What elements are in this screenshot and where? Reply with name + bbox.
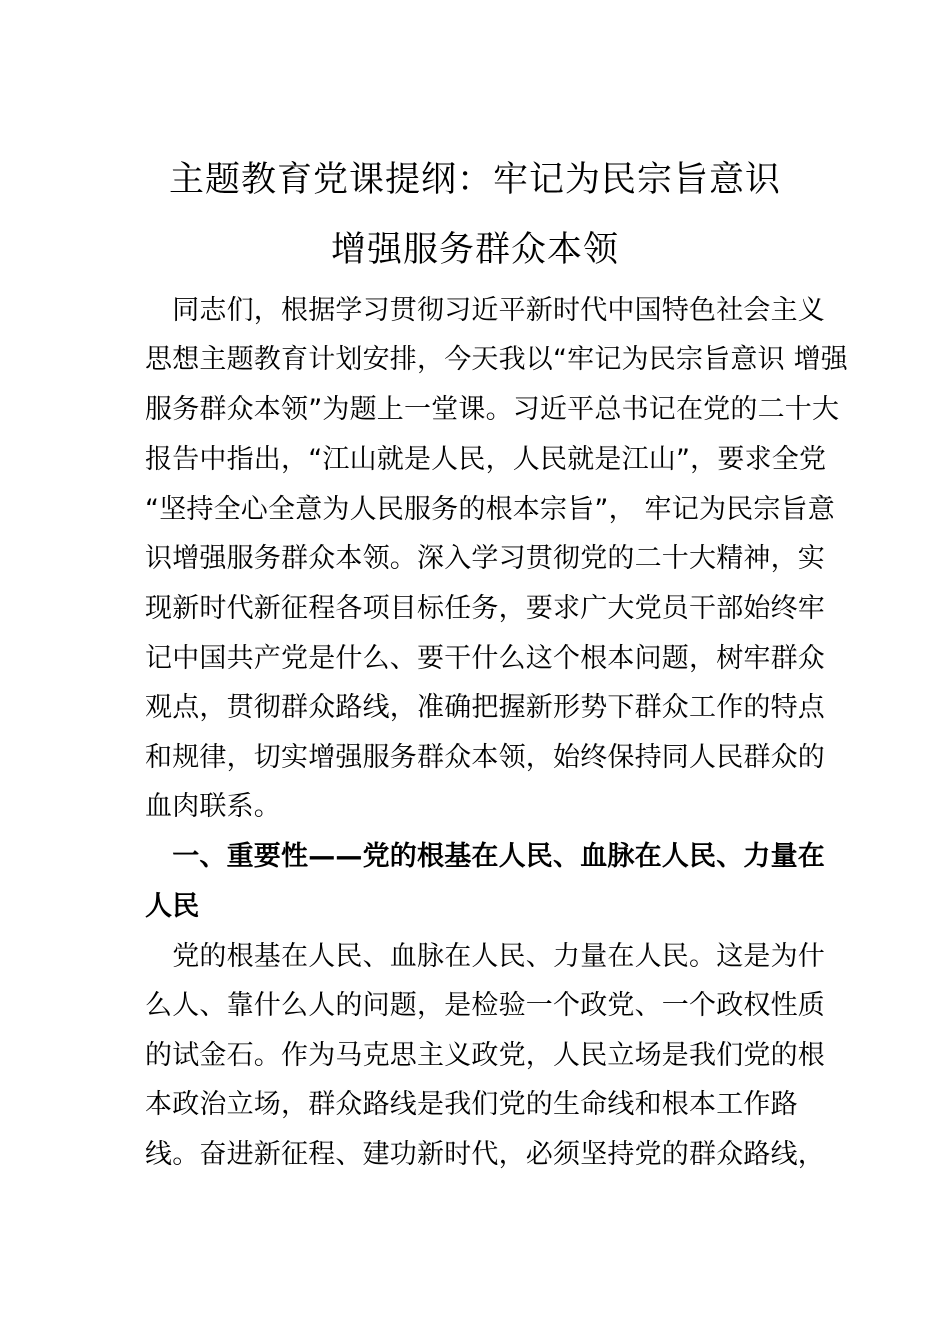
paragraph-line: 的试金石。作为马克思主义政党，人民立场是我们党的根 — [145, 1040, 825, 1071]
document-title-line-2: 增强服务群众本领 — [330, 230, 619, 270]
document-title-line-1: 主题教育党课提纲：牢记为民宗旨意识 — [168, 160, 781, 200]
paragraph-line: 识增强服务群众本领。深入学习贯彻党的二十大精神，实 — [145, 543, 825, 574]
paragraph-line: 服务群众本领”为题上一堂课。习近平总书记在党的二十大 — [145, 394, 840, 425]
paragraph-line: 党的根基在人民、血脉在人民、力量在人民。这是为什 — [145, 941, 825, 972]
paragraph-line: 报告中指出，“江山就是人民，人民就是江山”，要求全党 — [145, 444, 827, 475]
paragraph-line: 记中国共产党是什么、要干什么这个根本问题，树牢群众 — [145, 643, 825, 674]
paragraph-line: 线。奋进新征程、建功新时代，必须坚持党的群众路线， — [145, 1139, 825, 1170]
paragraph-line: 血肉联系。 — [145, 791, 281, 822]
paragraph-line: 么人、靠什么人的问题，是检验一个政党、一个政权性质 — [145, 990, 825, 1021]
paragraph-line: 现新时代新征程各项目标任务，要求广大党员干部始终牢 — [145, 593, 825, 624]
paragraph-line: 本政治立场，群众路线是我们党的生命线和根本工作路 — [145, 1089, 798, 1120]
section-heading-line: 一、重要性——党的根基在人民、血脉在人民、力量在 — [145, 841, 825, 872]
paragraph-line: 和规律，切实增强服务群众本领，始终保持同人民群众的 — [145, 742, 825, 773]
section-heading-line: 人民 — [145, 891, 200, 922]
paragraph-line: 同志们，根据学习贯彻习近平新时代中国特色社会主义 — [145, 295, 825, 326]
paragraph-line: “坚持全心全意为人民服务的根本宗旨”， 牢记为民宗旨意 — [145, 494, 835, 525]
paragraph-line: 思想主题教育计划安排，今天我以“牢记为民宗旨意识 增强 — [145, 344, 848, 375]
paragraph-line: 观点，贯彻群众路线，准确把握新形势下群众工作的特点 — [145, 692, 825, 723]
